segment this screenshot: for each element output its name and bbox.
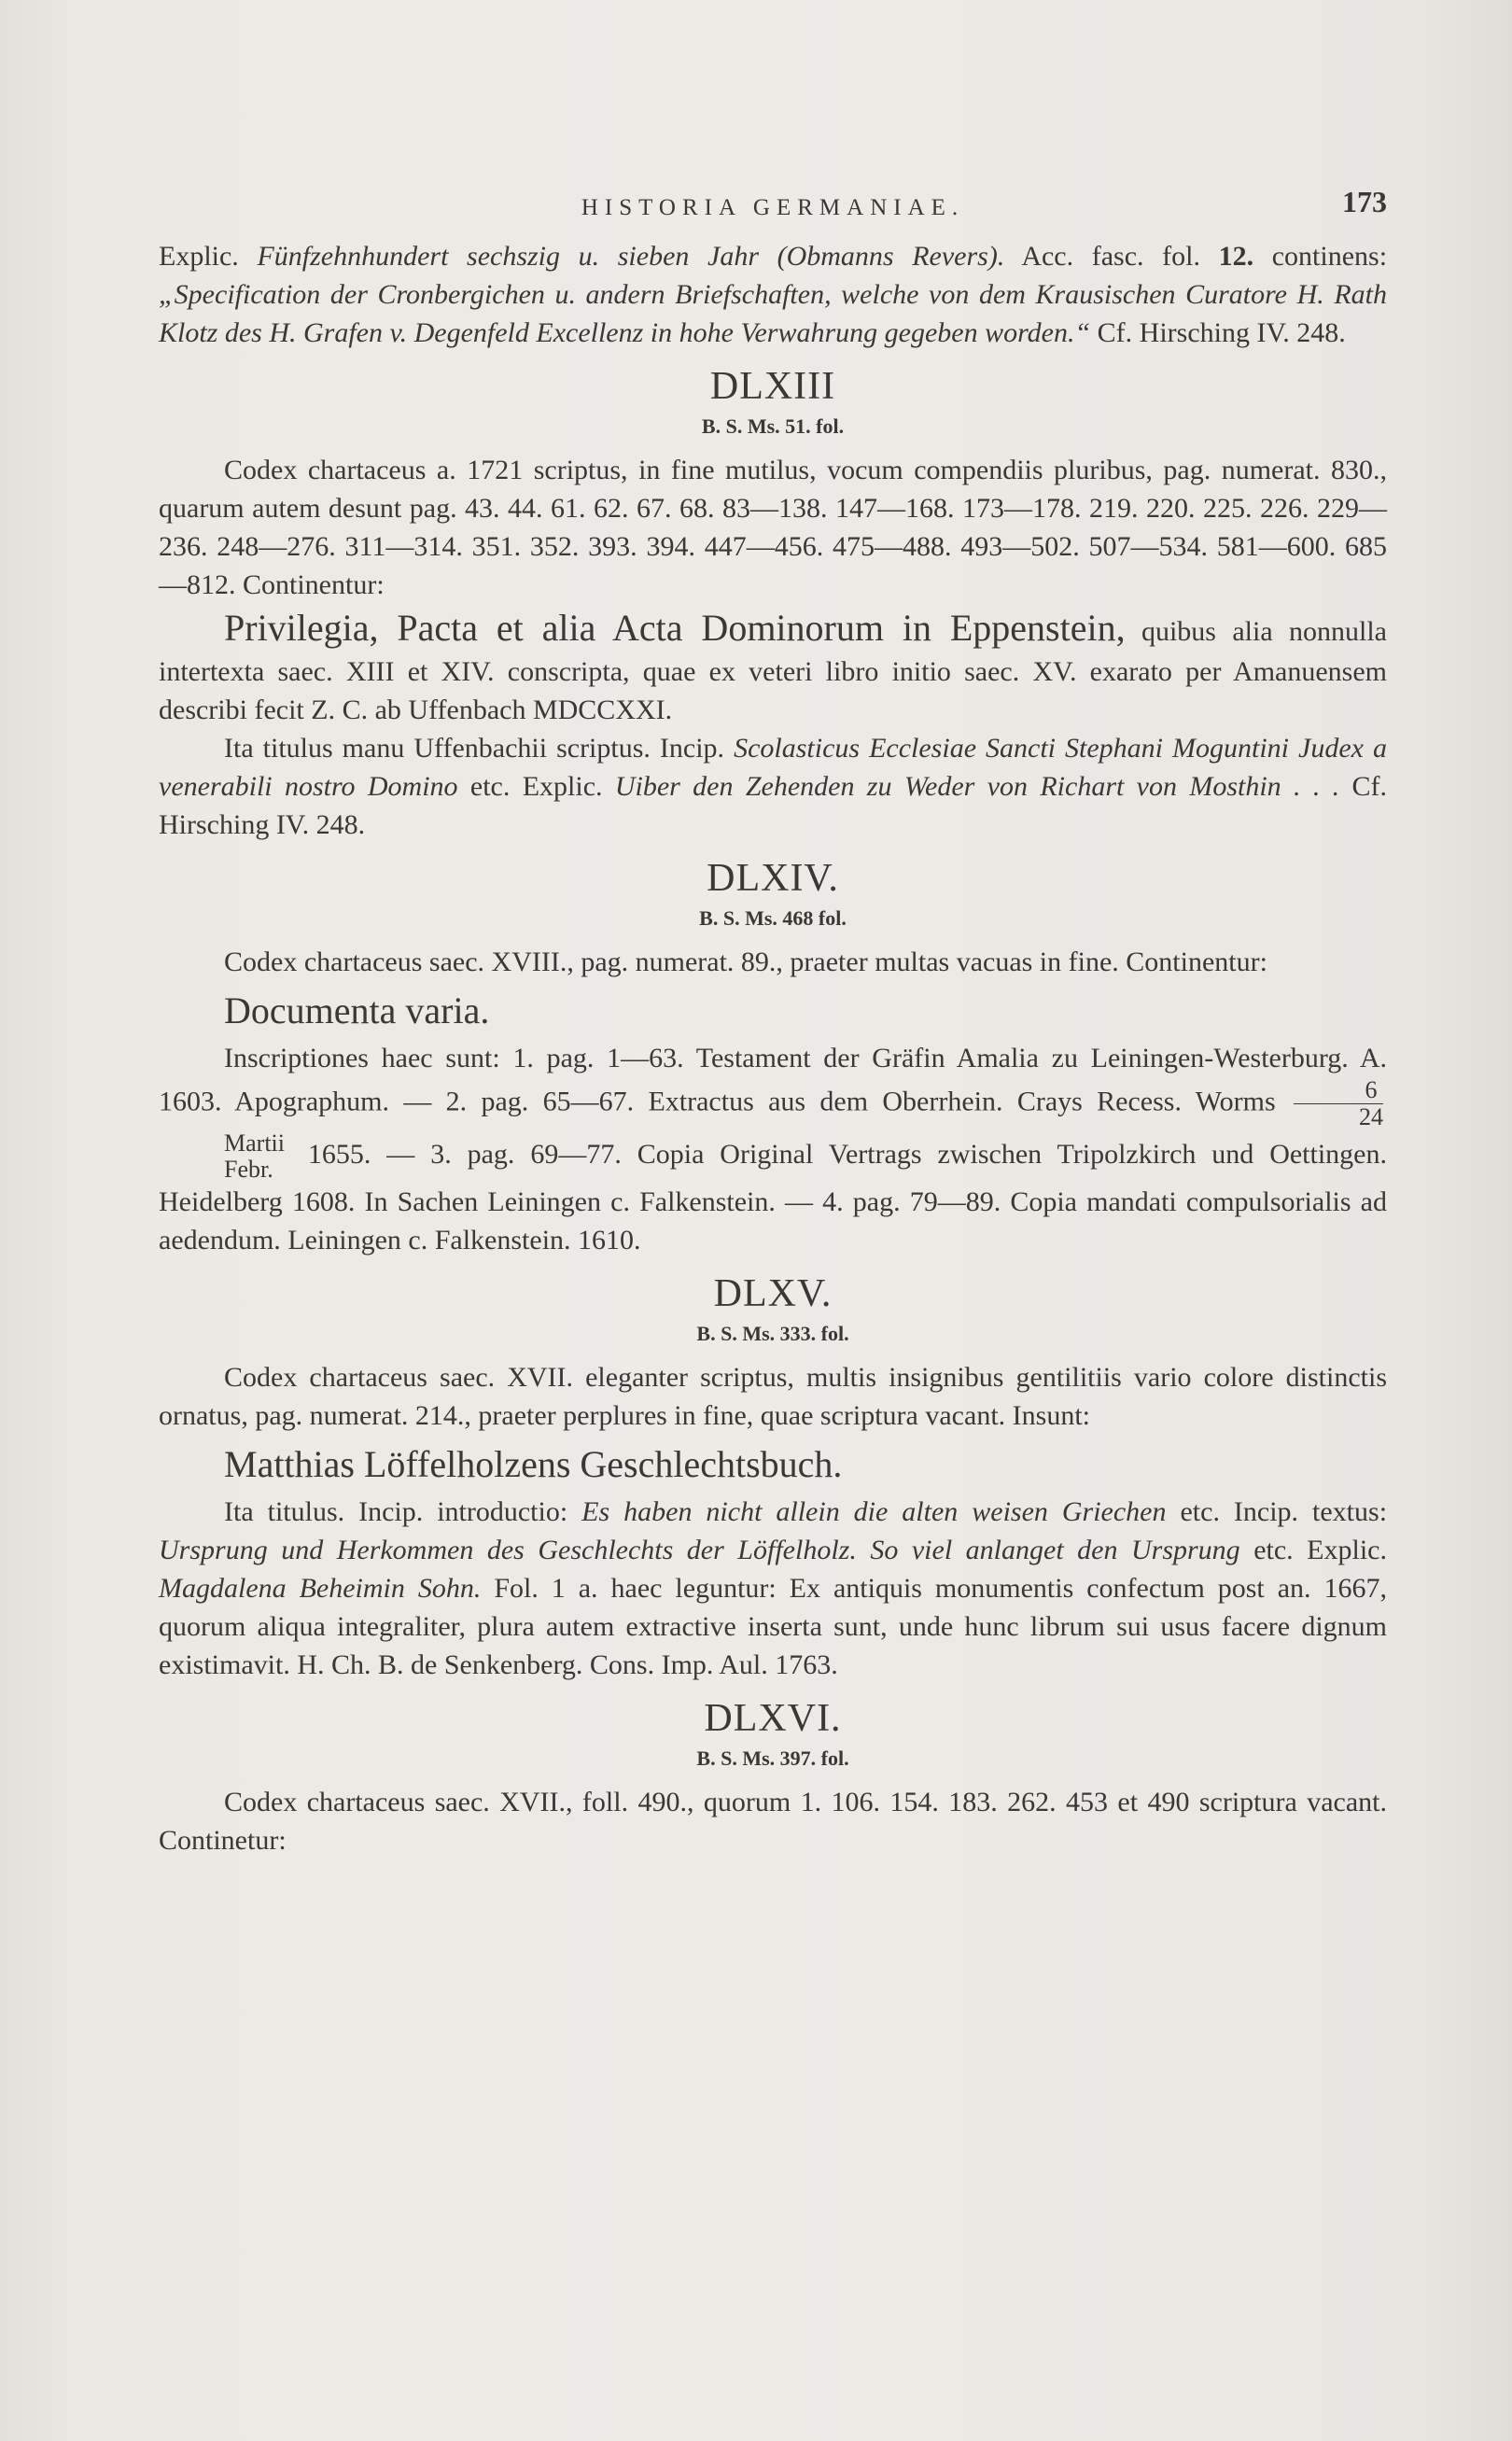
running-title: HISTORIA GERMANIAE. [581,195,965,220]
shelfmark: B. S. Ms. 468 fol. [699,906,847,930]
textus-quote: Ursprung und Herkommen des Geschlechts der Löffelholz. So viel anlanget den Ursprung [159,1535,1240,1565]
month-new-style: Febr. [224,1156,273,1183]
note-part-1: Inscriptiones haec sunt: 1. pag. 1—63. Testament der Gräfin Amalia zu Leiningen-Westerburg. A. 1603. Apographum. — 2. pag. 65—67. Extractus aus dem Oberrhein. Crays Recess. Worms [159,1043,1387,1117]
content-title-rest: quibus alia nonnulla intertexta saec. XIII et XIV. conscripta, quae ex veteri libro initio saec. XV. exarato per Amanuensem describi fecit Z. C. ab Uffenbach MDCCXXI. [159,616,1387,725]
accession-text: Acc. fasc. fol. [1021,241,1200,272]
codex-note [159,1493,1387,1684]
reference: Cf. Hirsching IV. 248. [159,771,1388,840]
codex-note [159,729,1387,844]
text-block [159,183,1387,1859]
month-old-style: Martii [224,1129,285,1157]
codex-number: DLXV. [713,1272,833,1315]
codex-number: DLXVI. [704,1697,842,1740]
page-number: 173 [1342,185,1387,218]
codex-description: Codex chartaceus saec. XVII. eleganter scriptus, multis insignibus gentilitiis vario colore distinctis ornatus, pag. numerat. 214., praeter perplures in fine, quae scriptura vacant. Insunt: [159,1362,1387,1431]
codex-description: Codex chartaceus saec. XVII., foll. 490., quorum 1. 106. 154. 183. 262. 453 et 490 scriptura vacant. Continetur: [159,1787,1387,1856]
shelfmark: B. S. Ms. 333. fol. [696,1322,849,1345]
shelfmark: B. S. Ms. 397. fol. [696,1747,849,1770]
specification-quote: „Specification der Cronbergichen u. andern Briefschaften, welche von dem Krausischen Curatore H. Rath Klotz des H. Grafen v. Degenfeld Excellenz in hohe Verwahrung gegeben worden.“ [159,279,1387,348]
running-head [159,183,1387,231]
date-months [159,1130,285,1183]
explic-quote: Fünfzehnhundert sechszig u. sieben Jahr (Obmanns Revers). [257,241,1005,272]
content-title: Privilegia, Pacta et alia Acta Dominorum in Eppenstein, [224,607,1126,649]
content-title: Documenta varia. [224,989,490,1031]
incipit-quote: Scolasticus Ecclesiae Sancti Stephani Moguntini Judex a venerabili nostro Domino [159,733,1387,802]
note-part-2: etc. Incip. textus: [1180,1496,1388,1527]
explicit-quote: Magdalena Beheimin Sohn. [159,1573,482,1604]
note-mid: etc. Explic. [469,771,603,802]
fascicle-number: 12. [1218,241,1254,272]
codex-number: DLXIII [709,365,836,408]
codex-number: DLXIV. [707,857,839,900]
note-part-2: 1655. — 3. pag. 69—77. Copia Original Vertrags zwischen Tripolzkirch und Oettingen. Heidelberg 1608. In Sachen Leiningen c. Falkenstein. — 4. pag. 79—89. Copia mandati compulsorialis ad aedendum. Leiningen c. Falkenstein. 1610. [159,1138,1387,1256]
continens-label: continens: [1271,241,1388,272]
fraction-numerator: 6 [1294,1077,1383,1104]
note-part-4: Fol. 1 a. haec leguntur: Ex antiquis monumentis confectum post an. 1667, quorum aliqua integraliter, plura autem extractive inserta sunt, unde hunc librum sui usus facere dignum existimavit. H. Ch. B. de Senkenberg. Cons. Imp. Aul. 1763. [159,1573,1387,1680]
codex-content-title [159,604,1387,729]
fraction-denominator: 24 [1359,1103,1384,1130]
note-prefix: Ita titulus manu Uffenbachii scriptus. Incip. [224,733,725,764]
codex-description: Codex chartaceus a. 1721 scriptus, in fine mutilus, vocum compendiis pluribus, pag. numerat. 830., quarum autem desunt pag. 43. 44. 61. 62. 67. 68. 83—138. 147—168. 173—178. 219. 220. 225. 226. 229—236. 248—276. 311—314. 351. 352. 393. 394. 447—456. 475—488. 493—502. 507—534. 581—600. 685—812. Continentur: [159,455,1387,600]
date-fraction [1294,1077,1383,1130]
explicit-quote: Uiber den Zehenden zu Weder von Richart von Mosthin . . . [614,771,1340,802]
note-part-1: Ita titulus. Incip. introductio: [224,1496,568,1527]
content-title: Matthias Löffelholzens Geschlechtsbuch. [224,1443,843,1485]
introductio-quote: Es haben nicht allein die alten weisen Griechen [581,1496,1167,1527]
codex-note [159,1039,1387,1259]
continuation-paragraph [159,237,1387,352]
note-part-3: etc. Explic. [1253,1535,1387,1565]
shelfmark: B. S. Ms. 51. fol. [701,414,845,438]
explic-label: Explic. [159,241,239,272]
codex-description: Codex chartaceus saec. XVIII., pag. numerat. 89., praeter multas vacuas in fine. Continentur: [224,947,1267,977]
reference: Cf. Hirsching IV. 248. [1097,317,1346,348]
